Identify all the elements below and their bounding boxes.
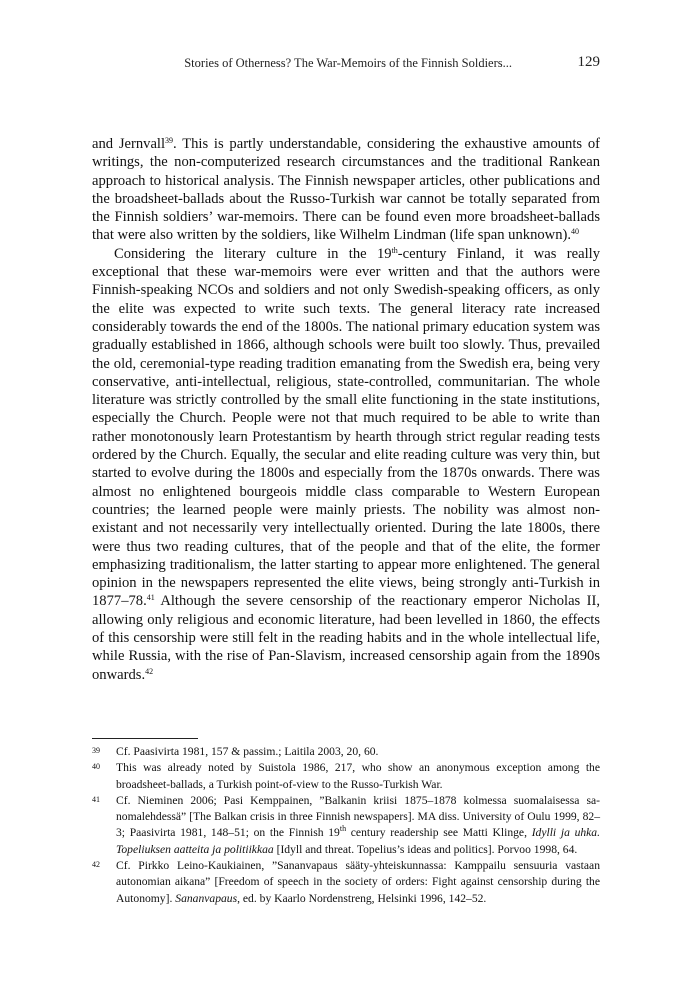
paragraph-1-text-b: . This is partly understandable, considering the exhaustive amounts of writings, the non-computerized research circumstances and the traditional Rankean approach to historical analysis. The Finnish newspaper articles, other publications and the broadsheet-ballads about the Russo-Turkish war cannot be totally separated from the Finnish soldiers’ war-memoirs. There can be found even more broadsheet-ballads that were also written by the soldiers, like Wilhelm Lindman (life span unknown). xyxy=(92,136,600,244)
running-head xyxy=(92,54,600,74)
footnote-39 xyxy=(92,744,600,760)
paragraph-2-text-c: Although the severe censorship of the reactionary emperor Nicholas II, allowing only religious and economic literature, had been levelled in 1860, the effects of this censorship were still felt in the reading habits and in the whole intellectual life, while Russia, with the rise of Pan-Slavism, increased censorship again from the 1890s onwards. xyxy=(92,593,600,683)
footnote-text: century readership see Matti Klinge, xyxy=(346,826,532,840)
footnote-number: 41 xyxy=(92,794,100,804)
paragraph-2 xyxy=(92,245,600,684)
footnotes xyxy=(92,744,600,907)
footnote-number: 42 xyxy=(92,860,100,870)
footnote-number: 39 xyxy=(92,746,100,755)
footnote-text: Cf. Nieminen 2006; Pasi Kemppainen, ”Balkanin kriisi 1875–1878 kolmessa suomalaisessa sa-nomalehdessä” [The Balkan crisis in three Finnish newspapers]. MA diss. University of Oulu 1999, 82–3; Paasivirta 1981, 148–51; on the Finnish 19 xyxy=(116,793,600,840)
footnote-40 xyxy=(92,760,600,793)
paragraph-1 xyxy=(92,135,600,245)
footnote-separator xyxy=(92,738,198,739)
running-head-title: Stories of Otherness? The War-Memoirs of the Finnish Soldiers... xyxy=(184,56,512,70)
footnote-42 xyxy=(92,858,600,907)
page-number: 129 xyxy=(577,54,600,70)
footnote-number: 40 xyxy=(92,762,100,772)
book-title: Idylli ja uhka. Topeliuksen aatteita ja politiikkaa xyxy=(116,826,601,856)
superscript-th: th xyxy=(339,824,347,834)
paragraph-2-text-a: Considering the literary culture in the 19 xyxy=(114,245,392,262)
footnote-ref-39: 39 xyxy=(165,136,174,145)
footnote-ref-41: 41 xyxy=(146,593,155,603)
paragraph-1-text-a: and Jernvall xyxy=(92,136,166,152)
footnote-41 xyxy=(92,793,600,858)
footnote-text: [Idyll and threat. Topelius’s ideas and politics]. Porvoo 1998, 64. xyxy=(273,842,578,856)
footnote-text: Cf. Pirkko Leino-Kaukiainen, ”Sananvapaus sääty-yhteiskunnassa: Kamppailu sensuuria vastaan autonomian aikana” [Freedom of speech in the society of orders: Fight against censorship during the Autonomy]. xyxy=(116,859,600,905)
body-text xyxy=(92,135,600,684)
footnote-text: Cf. Paasivirta 1981, 157 & passim.; Laitila 2003, 20, 60. xyxy=(116,745,379,758)
book-title: Sananvapaus xyxy=(175,891,238,905)
footnote-text: This was already noted by Suistola 1986, 217, who show an anonymous exception among the broadsheet-ballads, a Turkish point-of-view to the Russo-Turkish War. xyxy=(116,761,600,791)
footnote-ref-42: 42 xyxy=(145,666,154,676)
paragraph-2-text-b: -century Finland, it was really exceptional that these war-memoirs were ever written and that the authors were Finnish-speaking NCOs and soldiers and not only Swedish-speaking officers, as only the elite was expected to write such texts. The general literacy rate increased considerably towards the end of the 1800s. The national primary education system was gradually established in 1866, although schools were built too slowly. Thus, prevailed the old, ceremonial-type reading tradition emanating from the Swedish era, being very conservative, anti-intellectual, religious, state-controlled, communitarian. The whole literature was strictly controlled by the small elite functioning in the state institutions, especially the Church. People were not that much required to be able to write than rather monotonously learn Protestantism by hearth through strict regular reading tests ordered by the Church. Equally, the secular and elite reading culture was very thin, but started to evolve during the 1800s and especially from the 1870s onwards. There was almost no enlightened bourgeois middle class comparable to Western European countries; the learned people were mainly priests. The nobility was almost non-existant and not necessarily very intellectually oriented. During the late 1800s, there were thus two reading cultures, that of the people and that of the elite, the former emphasizing traditionalism, the latter starting to appear more enlightened. The general opinion in the newspapers represented the elite views, being strongly anti-Turkish in 1877–78. xyxy=(92,245,600,610)
footnote-ref-40: 40 xyxy=(571,227,580,237)
footnote-text: , ed. by Kaarlo Nordenstreng, Helsinki 1996, 142–52. xyxy=(237,891,487,905)
superscript-th: th xyxy=(391,245,398,255)
